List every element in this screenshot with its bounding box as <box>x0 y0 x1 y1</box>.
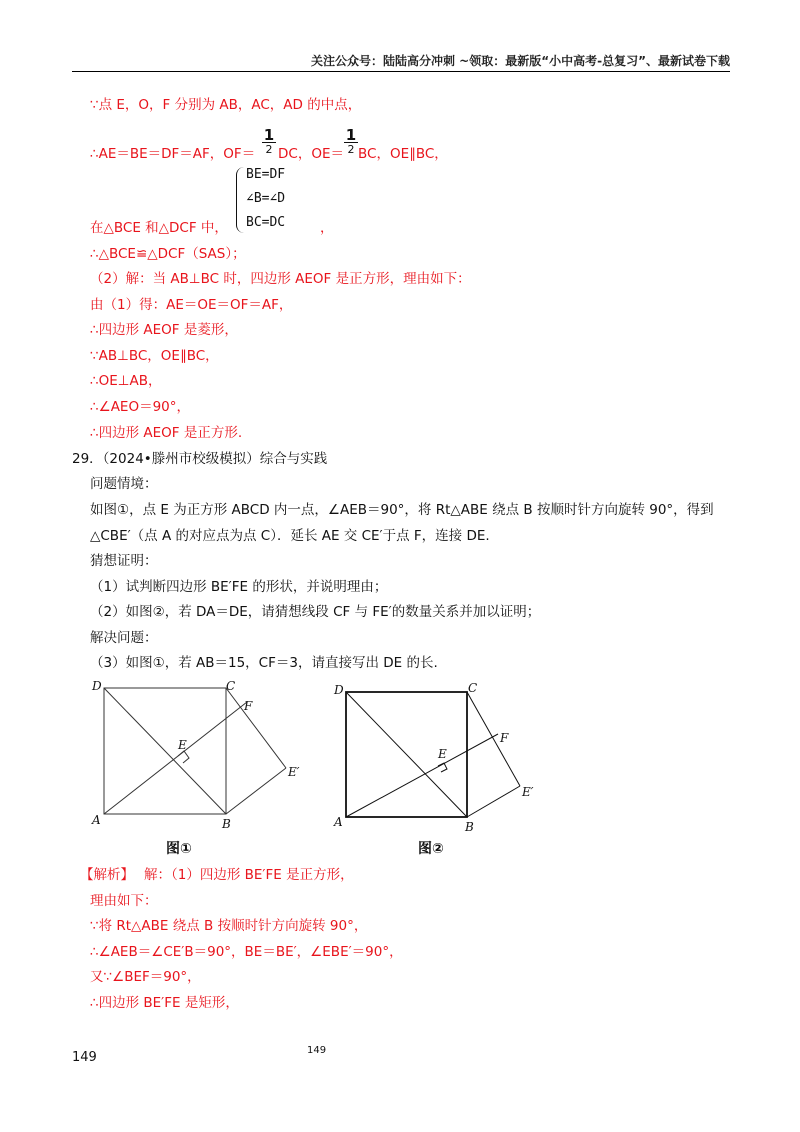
fraction-numerator: 1 <box>263 126 275 144</box>
label-d: D <box>334 683 344 697</box>
label-b: B <box>465 820 474 834</box>
question-title: 29．（2024•滕州市校级模拟）综合与实践 <box>72 451 328 467</box>
brace <box>236 167 245 233</box>
label-f: F <box>500 731 509 745</box>
equation-system <box>236 165 306 237</box>
system-row: BC=DC <box>246 215 286 230</box>
text-line: 问题情境： <box>90 476 158 492</box>
text-line: （1）试判断四边形 BE′FE 的形状，并说明理由； <box>90 579 388 595</box>
text-line: △CBE′（点 A 的对应点为点 C）．延长 AE 交 CE′于点 F，连接 DE. <box>90 528 490 544</box>
label-a: A <box>92 813 101 827</box>
text-line: （2）如图②，若 DA＝DE，请猜想线段 CF 与 FE′的数量关系并加以证明； <box>90 604 541 620</box>
label-e: E <box>178 738 187 752</box>
text-line: ， <box>320 220 334 236</box>
text-line: ∴四边形 BE′FE 是矩形， <box>90 995 239 1011</box>
page-number-left: 149 <box>72 1050 97 1065</box>
text-line: ∴△BCE≌△DCF（SAS）； <box>90 246 246 262</box>
segment-be2 <box>226 768 286 814</box>
fraction-numerator: 1 <box>345 126 357 144</box>
system-row: BE=DF <box>246 167 286 182</box>
analysis-tag: 【解析】 <box>80 867 134 883</box>
label-e-prime: E′ <box>288 765 300 779</box>
text-line: 在△BCE 和△DCF 中， <box>90 220 228 236</box>
label-c: C <box>226 679 236 693</box>
page-number-center: 149 <box>307 1045 327 1056</box>
text-line: ∵将 Rt△ABE 绕点 B 按顺时针方向旋转 90°， <box>90 918 368 934</box>
fraction-denominator: 2 <box>344 142 358 157</box>
label-b: B <box>222 817 231 831</box>
text-line: ∵AB⊥BC，OE∥BC， <box>90 348 219 364</box>
figure-2-caption: 图② <box>418 841 444 857</box>
text-line: ∴OE⊥AB， <box>90 373 162 389</box>
header-rule <box>72 71 730 72</box>
geometry-figure-1 <box>90 676 320 846</box>
text-line: 解：（1）四边形 BE′FE 是正方形， <box>144 867 354 883</box>
text-line: ∴∠AEB＝∠CE′B＝90°，BE＝BE′，∠EBE′＝90°， <box>90 944 403 960</box>
text-line: （2）解：当 AB⊥BC 时，四边形 AEOF 是正方形，理由如下： <box>90 271 471 287</box>
fraction-half <box>262 128 276 157</box>
text-line: 解决问题： <box>90 630 158 646</box>
label-e: E <box>438 747 447 761</box>
fraction-denominator: 2 <box>262 142 276 157</box>
label-d: D <box>92 679 102 693</box>
segment-de-eb <box>104 688 226 814</box>
text-line: ∴四边形 AEOF 是正方形. <box>90 425 243 441</box>
text-line: 又∵∠BEF＝90°， <box>90 969 201 985</box>
text-line: 如图①，点 E 为正方形 ABCD 内一点，∠AEB＝90°，将 Rt△ABE 绕点 B 按顺时针方向旋转 90°，得到 <box>90 502 714 518</box>
label-f: F <box>244 699 253 713</box>
label-a: A <box>334 815 343 829</box>
fraction-half <box>344 128 358 157</box>
segment-ce2 <box>467 692 520 786</box>
label-e-prime: E′ <box>522 785 534 799</box>
segment-de-eb <box>346 692 467 817</box>
text-line: ∴AE＝BE＝DF＝AF，OF＝ <box>90 146 256 162</box>
label-c: C <box>468 681 478 695</box>
text-line: DC，OE＝ <box>278 146 344 162</box>
segment-be2 <box>467 786 520 817</box>
text-line: （3）如图①，若 AB＝15，CF＝3，请直接写出 DE 的长. <box>90 655 438 671</box>
segment-ce2 <box>226 688 286 768</box>
page-header: 关注公众号：陆陆高分冲刺 ~领取：最新版“小中高考-总复习”、最新试卷下载 <box>311 54 730 68</box>
segment-af <box>346 734 498 817</box>
text-line: 理由如下： <box>90 893 158 909</box>
text-line: 猜想证明： <box>90 553 158 569</box>
text-line: 由（1）得：AE＝OE＝OF＝AF， <box>90 297 293 313</box>
text-line: ∴∠AEO＝90°， <box>90 399 191 415</box>
system-row: ∠B=∠D <box>246 191 286 206</box>
text-line: ∵点 E，O，F 分别为 AB，AC，AD 的中点， <box>90 97 362 113</box>
geometry-figure-2 <box>330 676 560 846</box>
text-line: BC，OE∥BC， <box>358 146 448 162</box>
figure-1-caption: 图① <box>166 841 192 857</box>
right-angle-mark <box>178 751 189 763</box>
text-line: ∴四边形 AEOF 是菱形， <box>90 322 238 338</box>
